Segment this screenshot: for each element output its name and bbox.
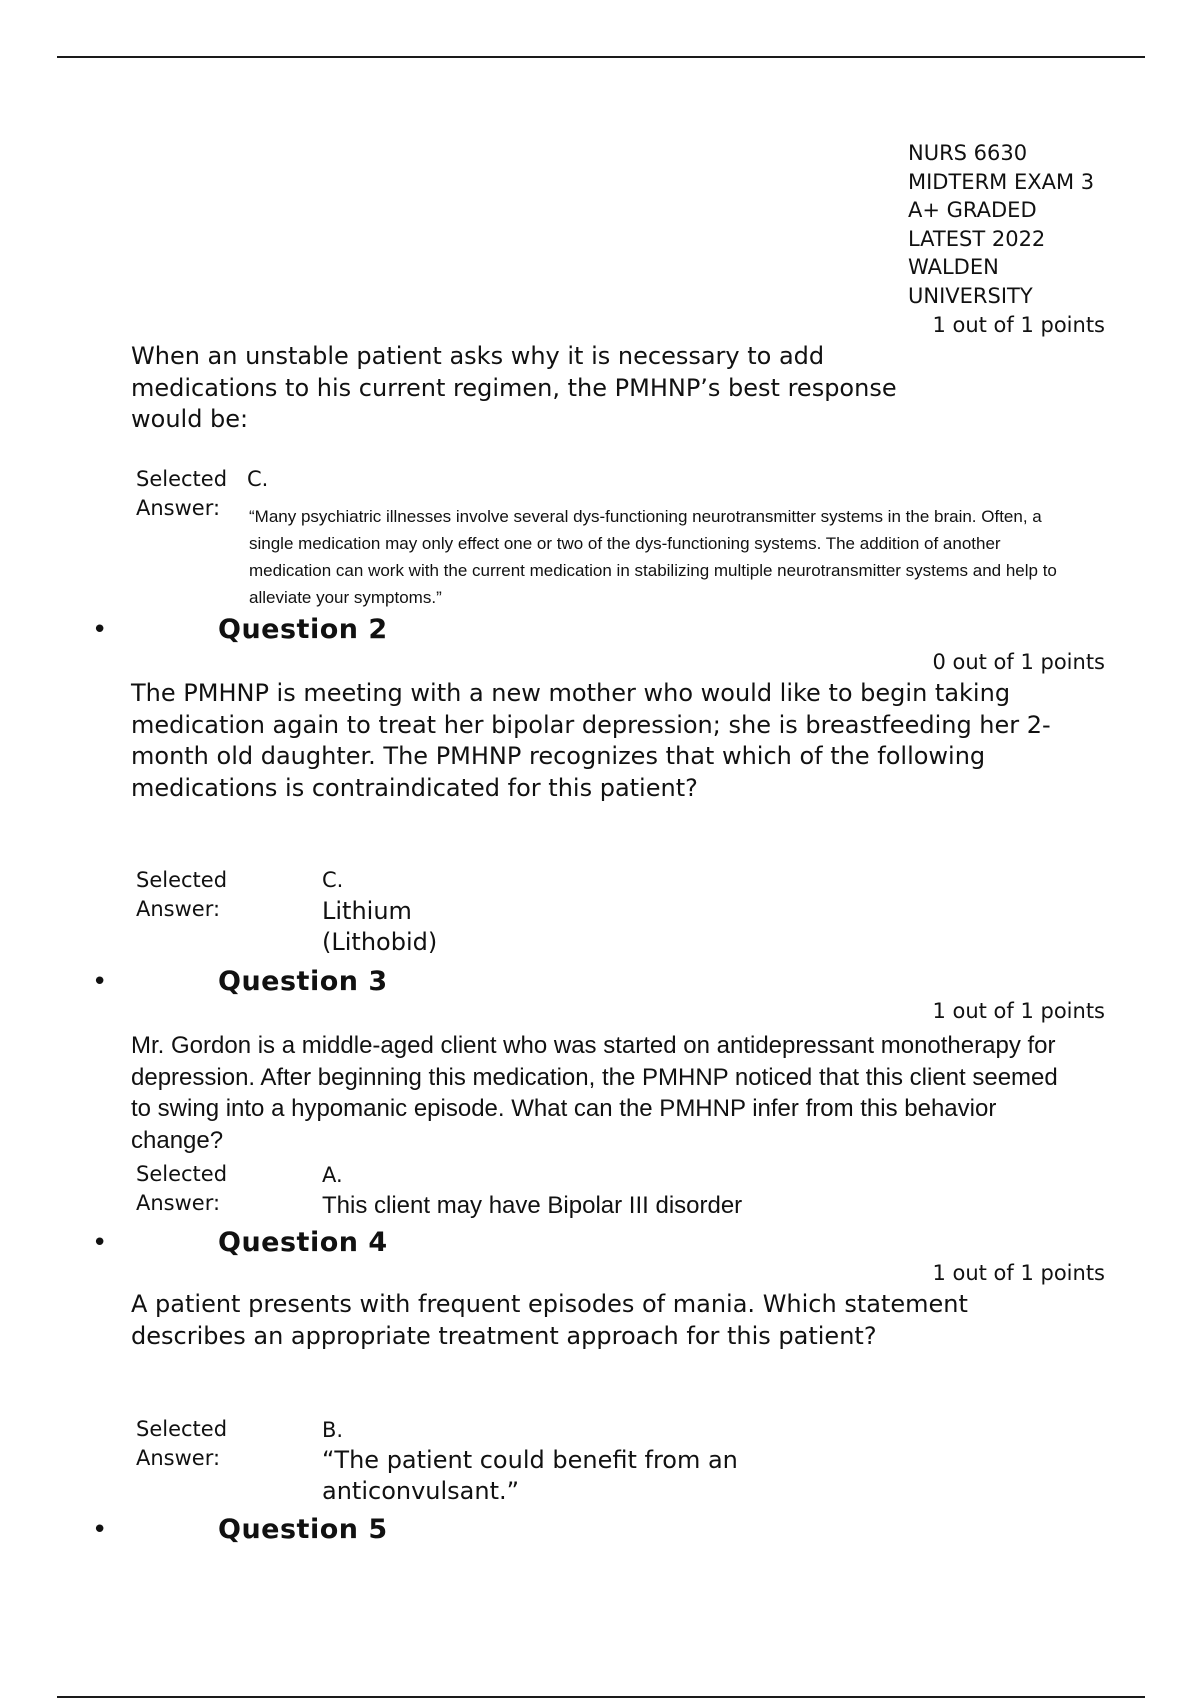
- question-3-selected-label: Selected: [136, 1162, 228, 1186]
- question-4-bullet: •: [92, 1228, 108, 1258]
- question-4-selected-label: Selected: [136, 1417, 228, 1441]
- question-3-bullet: •: [92, 967, 108, 997]
- question-1-text: When an unstable patient asks why it is necessary to add medications to his current regimen, the PMHNP’s best response would be:: [131, 342, 897, 433]
- question-5-bullet: •: [92, 1515, 108, 1545]
- header-line-exam: MIDTERM EXAM 3: [908, 169, 1095, 194]
- question-4-answer-line-1: “The patient could benefit from an: [322, 1446, 738, 1474]
- question-2-selected-label: Selected: [136, 868, 228, 892]
- question-1-answer-label: Answer:: [136, 496, 221, 520]
- question-1-answer-letter: C.: [247, 467, 269, 491]
- bottom-divider: [57, 1696, 1145, 1698]
- question-2-heading: Question 2: [218, 614, 388, 645]
- top-divider: [57, 56, 1145, 58]
- header-line-university: UNIVERSITY: [908, 283, 1033, 308]
- header-line-course: NURS 6630: [908, 141, 1028, 165]
- header-line-grade: A+ GRADED: [908, 198, 1037, 222]
- question-2-answer-letter: C.: [322, 868, 344, 892]
- question-3-answer-text: This client may have Bipolar III disorder: [322, 1192, 743, 1219]
- question-2-answer-label: Answer:: [136, 897, 221, 921]
- question-1-selected-label: Selected: [136, 467, 228, 491]
- question-2-answer-line-2: (Lithobid): [322, 928, 438, 956]
- question-3-answer-letter: A.: [322, 1163, 343, 1187]
- exam-header: [908, 139, 1168, 310]
- question-1-points: 1 out of 1 points: [932, 313, 1105, 337]
- header-line-year: LATEST 2022: [908, 226, 1046, 251]
- question-3-text: Mr. Gordon is a middle-aged client who was started on antidepressant monotherapy for depression. After beginning this medication, the PMHNP noticed that this client seemed to swing into a hypomanic episode. What can the PMHNP infer from this behavior change?: [131, 1032, 1058, 1154]
- question-3-heading: Question 3: [218, 966, 388, 997]
- question-4-answer-line-2: anticonvulsant.”: [322, 1477, 520, 1505]
- question-5-heading: Question 5: [218, 1514, 388, 1545]
- question-1-answer-text: “Many psychiatric illnesses involve several dys-functioning neurotransmitter systems in the brain. Often, a single medication may only effect one or two of the dys-functioning systems. The addition of another medication can work with the current medication in stabilizing multiple neurotransmitter systems and help to alleviate your symptoms.”: [249, 507, 1057, 607]
- question-4-points: 1 out of 1 points: [932, 1261, 1105, 1285]
- question-4-answer-letter: B.: [322, 1418, 344, 1442]
- question-3-points: 1 out of 1 points: [932, 999, 1105, 1023]
- question-2-answer-line-1: Lithium: [322, 897, 412, 925]
- question-4-heading: Question 4: [218, 1227, 388, 1258]
- question-2-bullet: •: [92, 615, 108, 645]
- header-line-school: WALDEN: [908, 255, 999, 279]
- question-2-points: 0 out of 1 points: [932, 650, 1105, 674]
- question-2-text: The PMHNP is meeting with a new mother who would like to begin taking medication again to treat her bipolar depression; she is breastfeeding her 2-month old daughter. The PMHNP recognizes that which of the following medications is contraindicated for this patient?: [131, 679, 1051, 802]
- question-3-answer-label: Answer:: [136, 1191, 221, 1215]
- question-4-text: A patient presents with frequent episodes of mania. Which statement describes an appropriate treatment approach for this patient?: [131, 1290, 968, 1350]
- question-4-answer-label: Answer:: [136, 1446, 221, 1470]
